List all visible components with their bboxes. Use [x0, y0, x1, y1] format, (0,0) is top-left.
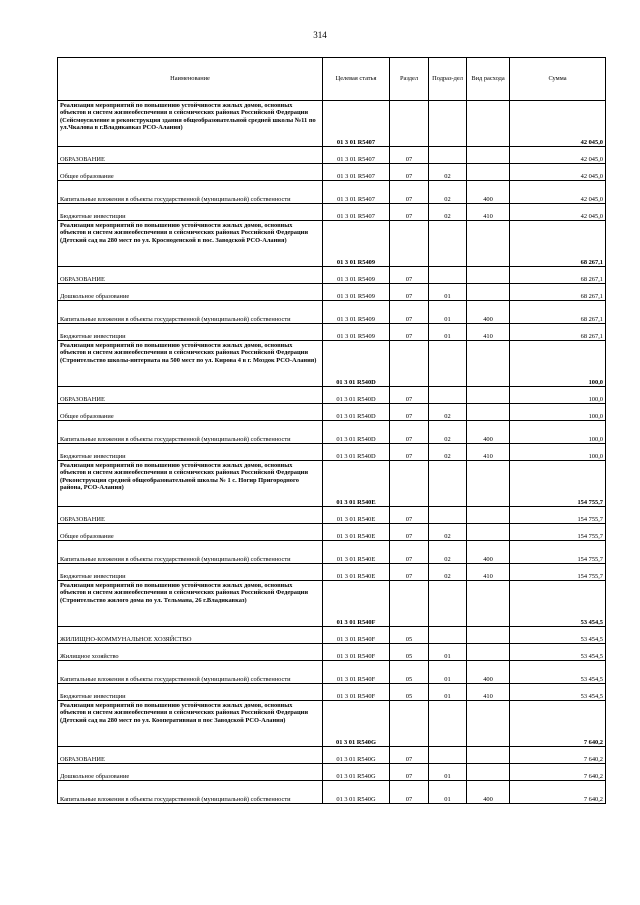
- cell-target: 01 3 01 R540F: [323, 684, 390, 701]
- cell-target: 01 3 01 R540E: [323, 564, 390, 581]
- header-name: Наименование: [58, 58, 323, 101]
- program-row: [58, 221, 606, 267]
- program-row: [58, 461, 606, 507]
- cell-expense-type: 410: [467, 564, 510, 581]
- cell-section: 07: [390, 284, 429, 301]
- cell-subsection: [429, 341, 467, 387]
- cell-target: 01 3 01 R540E: [323, 541, 390, 564]
- cell-name: Реализация мероприятий по повышению устойчивости жилых домов, основных объектов и систем жизнеобеспечения в сейсмических районах Российской Федерации (Строительство жилого дома по ул. Тельмана, 26 г.Владикавказ): [58, 581, 323, 627]
- cell-expense-type: [467, 267, 510, 284]
- cell-section: 07: [390, 181, 429, 204]
- cell-section: [390, 101, 429, 147]
- cell-subsection: 02: [429, 204, 467, 221]
- program-row: [58, 101, 606, 147]
- table-row: [58, 444, 606, 461]
- cell-expense-type: [467, 341, 510, 387]
- cell-subsection: [429, 221, 467, 267]
- cell-expense-type: 410: [467, 444, 510, 461]
- cell-name: Капитальные вложения в объекты государственной (муниципальной) собственности: [58, 301, 323, 324]
- cell-section: 07: [390, 444, 429, 461]
- table-row: [58, 404, 606, 421]
- table-row: [58, 267, 606, 284]
- cell-expense-type: [467, 164, 510, 181]
- header-amount: Сумма: [510, 58, 606, 101]
- cell-name: Реализация мероприятий по повышению устойчивости жилых домов, основных объектов и систем жизнеобеспечения в сейсмических районах Российской Федерации (Детский сад на 280 мест по ул. Кросноденской в пос. Заводской РСО-Алания): [58, 221, 323, 267]
- cell-subsection: 02: [429, 541, 467, 564]
- cell-amount: 53 454,5: [510, 661, 606, 684]
- cell-subsection: [429, 627, 467, 644]
- table-row: [58, 524, 606, 541]
- cell-section: 05: [390, 684, 429, 701]
- cell-name: Капитальные вложения в объекты государственной (муниципальной) собственности: [58, 781, 323, 804]
- cell-name: Общее образование: [58, 524, 323, 541]
- cell-expense-type: [467, 507, 510, 524]
- table-row: [58, 164, 606, 181]
- table-row: [58, 627, 606, 644]
- cell-subsection: 02: [429, 564, 467, 581]
- table-row: [58, 781, 606, 804]
- cell-subsection: 02: [429, 181, 467, 204]
- cell-name: ОБРАЗОВАНИЕ: [58, 147, 323, 164]
- cell-subsection: [429, 701, 467, 747]
- table-row: [58, 564, 606, 581]
- cell-target: 01 3 01 R540D: [323, 387, 390, 404]
- table-row: [58, 284, 606, 301]
- cell-expense-type: [467, 747, 510, 764]
- cell-section: 07: [390, 404, 429, 421]
- cell-section: [390, 341, 429, 387]
- cell-target: 01 3 01 R540F: [323, 627, 390, 644]
- cell-expense-type: [467, 147, 510, 164]
- cell-section: 07: [390, 781, 429, 804]
- cell-subsection: [429, 101, 467, 147]
- cell-target: 01 3 01 R540F: [323, 581, 390, 627]
- cell-name: Капитальные вложения в объекты государственной (муниципальной) собственности: [58, 541, 323, 564]
- cell-amount: 100,0: [510, 421, 606, 444]
- cell-expense-type: [467, 764, 510, 781]
- cell-expense-type: [467, 644, 510, 661]
- table-row: [58, 507, 606, 524]
- cell-target: 01 3 01 R5409: [323, 301, 390, 324]
- cell-name: Реализация мероприятий по повышению устойчивости жилых домов, основных объектов и систем жизнеобеспечения в сейсмических районах Российской Федерации (Сейсмоусиление и реконструкция здания общеобразовательной средней школы №11 по ул.Чкалова в г.Владикавказ РСО-Алания): [58, 101, 323, 147]
- table-row: [58, 147, 606, 164]
- cell-section: 07: [390, 541, 429, 564]
- table-row: [58, 181, 606, 204]
- cell-expense-type: [467, 627, 510, 644]
- cell-name: Жилищное хозяйство: [58, 644, 323, 661]
- program-row: [58, 341, 606, 387]
- cell-name: Общее образование: [58, 404, 323, 421]
- table-row: [58, 204, 606, 221]
- cell-amount: 42 045,0: [510, 164, 606, 181]
- page-number: 314: [313, 30, 327, 40]
- cell-target: 01 3 01 R5407: [323, 101, 390, 147]
- cell-target: 01 3 01 R5409: [323, 267, 390, 284]
- cell-target: 01 3 01 R540F: [323, 661, 390, 684]
- cell-name: Бюджетные инвестиции: [58, 204, 323, 221]
- cell-section: 07: [390, 387, 429, 404]
- program-row: [58, 701, 606, 747]
- header-target: Целевая статья: [323, 58, 390, 101]
- cell-amount: 100,0: [510, 341, 606, 387]
- cell-expense-type: 400: [467, 781, 510, 804]
- cell-subsection: 01: [429, 284, 467, 301]
- cell-name: Капитальные вложения в объекты государственной (муниципальной) собственности: [58, 661, 323, 684]
- cell-amount: 7 640,2: [510, 781, 606, 804]
- cell-subsection: [429, 747, 467, 764]
- cell-amount: 68 267,1: [510, 221, 606, 267]
- cell-amount: 68 267,1: [510, 301, 606, 324]
- cell-section: 05: [390, 627, 429, 644]
- cell-expense-type: 410: [467, 324, 510, 341]
- table-row: [58, 661, 606, 684]
- table-row: [58, 764, 606, 781]
- cell-amount: 53 454,5: [510, 627, 606, 644]
- cell-name: ОБРАЗОВАНИЕ: [58, 747, 323, 764]
- cell-name: ЖИЛИЩНО-КОММУНАЛЬНОЕ ХОЗЯЙСТВО: [58, 627, 323, 644]
- cell-section: 05: [390, 644, 429, 661]
- cell-target: 01 3 01 R5407: [323, 164, 390, 181]
- cell-subsection: 01: [429, 781, 467, 804]
- cell-subsection: 01: [429, 684, 467, 701]
- cell-target: 01 3 01 R540G: [323, 701, 390, 747]
- cell-section: 07: [390, 507, 429, 524]
- cell-target: 01 3 01 R5407: [323, 181, 390, 204]
- cell-name: ОБРАЗОВАНИЕ: [58, 507, 323, 524]
- cell-name: Дошкольное образование: [58, 764, 323, 781]
- table-header-row: [58, 58, 606, 101]
- cell-subsection: 01: [429, 324, 467, 341]
- cell-target: 01 3 01 R540D: [323, 341, 390, 387]
- cell-name: Дошкольное образование: [58, 284, 323, 301]
- cell-section: 07: [390, 164, 429, 181]
- cell-amount: 68 267,1: [510, 324, 606, 341]
- table-row: [58, 421, 606, 444]
- table-row: [58, 684, 606, 701]
- cell-expense-type: [467, 524, 510, 541]
- cell-amount: 42 045,0: [510, 101, 606, 147]
- table-body: [58, 101, 606, 804]
- cell-target: 01 3 01 R540F: [323, 644, 390, 661]
- cell-amount: 154 755,7: [510, 507, 606, 524]
- cell-section: [390, 581, 429, 627]
- cell-target: 01 3 01 R5407: [323, 204, 390, 221]
- cell-amount: 7 640,2: [510, 747, 606, 764]
- cell-name: Бюджетные инвестиции: [58, 324, 323, 341]
- cell-name: Бюджетные инвестиции: [58, 444, 323, 461]
- cell-expense-type: [467, 387, 510, 404]
- cell-target: 01 3 01 R540G: [323, 781, 390, 804]
- cell-target: 01 3 01 R540D: [323, 444, 390, 461]
- table-row: [58, 387, 606, 404]
- cell-subsection: 01: [429, 661, 467, 684]
- cell-section: 07: [390, 747, 429, 764]
- cell-expense-type: 410: [467, 684, 510, 701]
- cell-name: Общее образование: [58, 164, 323, 181]
- cell-target: 01 3 01 R5407: [323, 147, 390, 164]
- cell-section: 07: [390, 301, 429, 324]
- cell-section: 07: [390, 564, 429, 581]
- table-row: [58, 541, 606, 564]
- cell-subsection: [429, 387, 467, 404]
- cell-amount: 68 267,1: [510, 267, 606, 284]
- cell-subsection: [429, 507, 467, 524]
- cell-name: Бюджетные инвестиции: [58, 564, 323, 581]
- table-row: [58, 747, 606, 764]
- cell-name: Капитальные вложения в объекты государственной (муниципальной) собственности: [58, 181, 323, 204]
- cell-expense-type: 400: [467, 541, 510, 564]
- cell-expense-type: 400: [467, 661, 510, 684]
- cell-target: 01 3 01 R5409: [323, 221, 390, 267]
- cell-section: 07: [390, 204, 429, 221]
- cell-target: 01 3 01 R540E: [323, 461, 390, 507]
- cell-target: 01 3 01 R540G: [323, 747, 390, 764]
- cell-subsection: 02: [429, 164, 467, 181]
- cell-amount: 154 755,7: [510, 541, 606, 564]
- cell-amount: 7 640,2: [510, 701, 606, 747]
- cell-amount: 53 454,5: [510, 581, 606, 627]
- cell-expense-type: 400: [467, 181, 510, 204]
- table-row: [58, 644, 606, 661]
- cell-target: 01 3 01 R5409: [323, 324, 390, 341]
- program-row: [58, 581, 606, 627]
- cell-amount: 100,0: [510, 444, 606, 461]
- cell-section: [390, 221, 429, 267]
- cell-subsection: 01: [429, 764, 467, 781]
- cell-name: Реализация мероприятий по повышению устойчивости жилых домов, основных объектов и систем жизнеобеспечения в сейсмических районах Российской Федерации (Реконструкция средней общеобразовательной школы № 1 с. Ногир Пригородного района, РСО-Алания): [58, 461, 323, 507]
- cell-amount: 154 755,7: [510, 564, 606, 581]
- cell-amount: 42 045,0: [510, 181, 606, 204]
- cell-name: ОБРАЗОВАНИЕ: [58, 267, 323, 284]
- cell-subsection: [429, 581, 467, 627]
- cell-expense-type: 410: [467, 204, 510, 221]
- cell-amount: 154 755,7: [510, 461, 606, 507]
- cell-section: 07: [390, 524, 429, 541]
- cell-subsection: 02: [429, 404, 467, 421]
- cell-expense-type: [467, 404, 510, 421]
- header-section: Раздел: [390, 58, 429, 101]
- cell-amount: 53 454,5: [510, 684, 606, 701]
- cell-section: 07: [390, 147, 429, 164]
- cell-amount: 53 454,5: [510, 644, 606, 661]
- header-expense-type: Вид расхода: [467, 58, 510, 101]
- cell-target: 01 3 01 R540G: [323, 764, 390, 781]
- cell-name: Капитальные вложения в объекты государственной (муниципальной) собственности: [58, 421, 323, 444]
- cell-subsection: [429, 147, 467, 164]
- header-subsection: Подраз-дел: [429, 58, 467, 101]
- cell-expense-type: [467, 221, 510, 267]
- budget-table: [57, 57, 606, 804]
- cell-name: Реализация мероприятий по повышению устойчивости жилых домов, основных объектов и систем жизнеобеспечения в сейсмических районах Российской Федерации (Детский сад на 280 мест по ул. Кооперативная в пос Заводской РСО-Алания): [58, 701, 323, 747]
- cell-target: 01 3 01 R540D: [323, 404, 390, 421]
- cell-section: [390, 461, 429, 507]
- cell-subsection: [429, 267, 467, 284]
- cell-section: 05: [390, 661, 429, 684]
- cell-amount: 68 267,1: [510, 284, 606, 301]
- cell-section: 07: [390, 764, 429, 781]
- cell-expense-type: [467, 101, 510, 147]
- cell-section: 07: [390, 324, 429, 341]
- cell-expense-type: [467, 461, 510, 507]
- cell-amount: 154 755,7: [510, 524, 606, 541]
- cell-subsection: 02: [429, 421, 467, 444]
- cell-subsection: 02: [429, 524, 467, 541]
- cell-expense-type: [467, 581, 510, 627]
- table-row: [58, 301, 606, 324]
- cell-subsection: 01: [429, 301, 467, 324]
- cell-target: 01 3 01 R540E: [323, 524, 390, 541]
- cell-section: [390, 701, 429, 747]
- cell-name: ОБРАЗОВАНИЕ: [58, 387, 323, 404]
- cell-amount: 42 045,0: [510, 147, 606, 164]
- table-row: [58, 324, 606, 341]
- cell-amount: 100,0: [510, 387, 606, 404]
- cell-subsection: [429, 461, 467, 507]
- cell-section: 07: [390, 267, 429, 284]
- cell-amount: 7 640,2: [510, 764, 606, 781]
- cell-name: Реализация мероприятий по повышению устойчивости жилых домов, основных объектов и систем жизнеобеспечения в сейсмических районах Российской Федерации (Строительство школы-интерната на 500 мест по ул. Кирова 4 в г. Моздок РСО-Алания): [58, 341, 323, 387]
- cell-amount: 42 045,0: [510, 204, 606, 221]
- cell-target: 01 3 01 R5409: [323, 284, 390, 301]
- cell-subsection: 02: [429, 444, 467, 461]
- cell-target: 01 3 01 R540D: [323, 421, 390, 444]
- cell-subsection: 01: [429, 644, 467, 661]
- cell-expense-type: [467, 701, 510, 747]
- cell-expense-type: 400: [467, 421, 510, 444]
- cell-name: Бюджетные инвестиции: [58, 684, 323, 701]
- cell-expense-type: [467, 284, 510, 301]
- cell-target: 01 3 01 R540E: [323, 507, 390, 524]
- cell-section: 07: [390, 421, 429, 444]
- cell-amount: 100,0: [510, 404, 606, 421]
- cell-expense-type: 400: [467, 301, 510, 324]
